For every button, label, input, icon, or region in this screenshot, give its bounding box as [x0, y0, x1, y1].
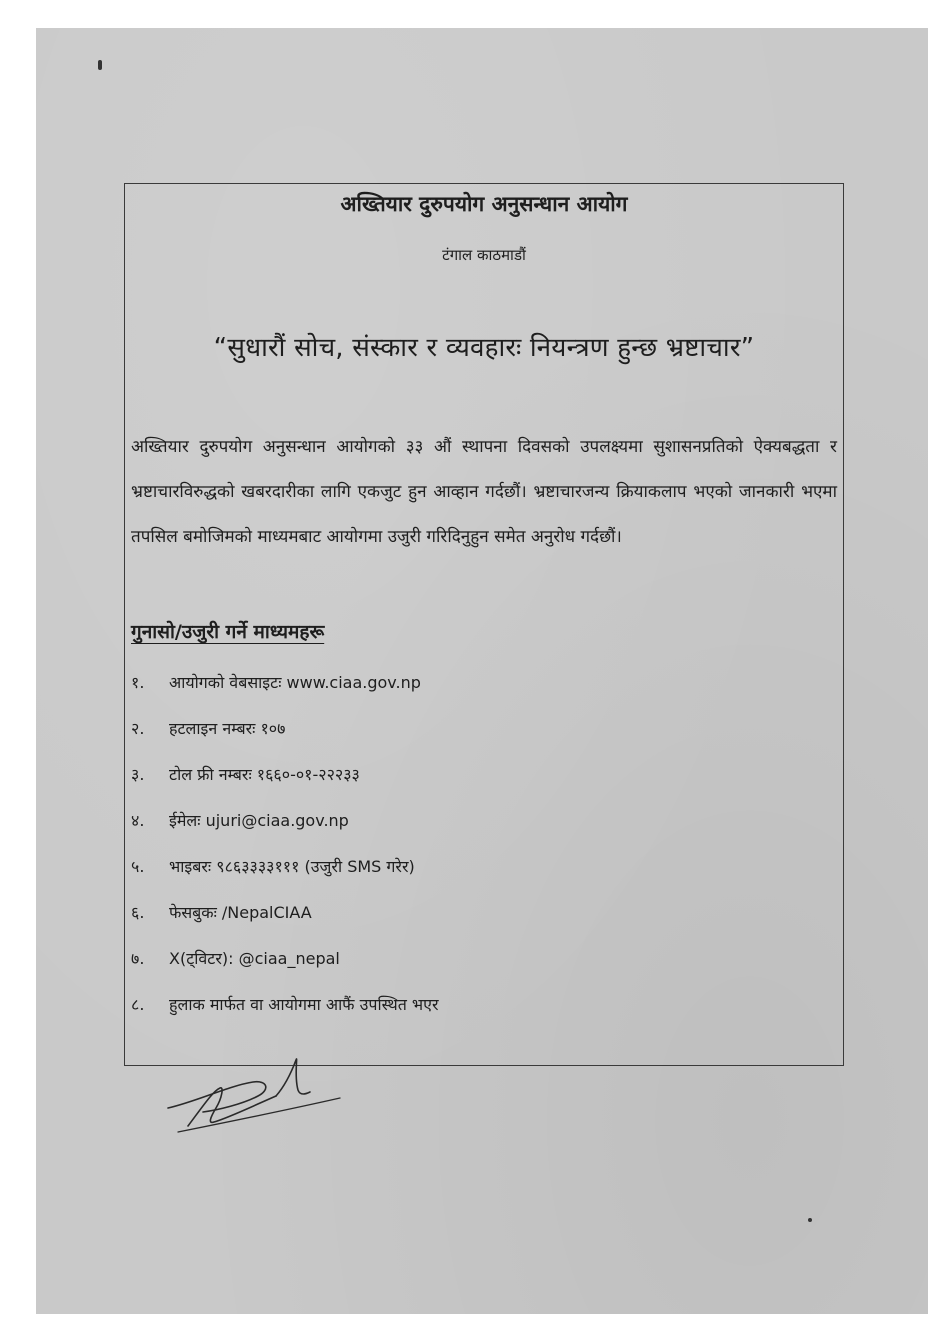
channel-text: हटलाइन नम्बरः १०७	[169, 719, 286, 738]
channel-text: टोल फ्री नम्बरः १६६०-०१-२२२३३	[169, 765, 360, 784]
channel-item-twitter	[131, 944, 439, 990]
channel-text: ईमेलः ujuri@ciaa.gov.np	[169, 811, 349, 830]
channel-text: भाइबरः ९८६३३३३१११ (उजुरी SMS गरेर)	[169, 857, 415, 876]
channel-number: ८.	[131, 995, 145, 1014]
organization-address: टंगाल काठमाडौं	[442, 246, 526, 264]
channel-number: ३.	[131, 765, 145, 784]
channel-text: फेसबुकः /NepalCIAA	[169, 903, 312, 922]
channel-item-post	[131, 990, 439, 1036]
channels-heading: गुनासो/उजुरी गर्ने माध्यमहरू	[131, 621, 325, 643]
channel-number: ७.	[131, 949, 145, 968]
channel-number: ५.	[131, 857, 145, 876]
scan-speck	[98, 60, 102, 70]
slogan: “सुधारौं सोच, संस्कार र व्यवहारः नियन्त्रण हुन्छ भ्रष्टाचार”	[213, 333, 755, 363]
channel-text: X(ट्विटर): @ciaa_nepal	[169, 949, 340, 968]
channel-item-website	[131, 668, 439, 714]
channel-number: १.	[131, 673, 145, 692]
channel-list	[131, 668, 439, 1036]
channel-text: आयोगको वेबसाइटः www.ciaa.gov.np	[169, 673, 421, 692]
scan-speck	[808, 1218, 812, 1222]
channel-number: ६.	[131, 903, 145, 922]
appeal-paragraph: अख्तियार दुरुपयोग अनुसन्धान आयोगको ३३ औं स्थापना दिवसको उपलक्ष्यमा सुशासनप्रतिको ऐक्यबद्धता र भ्रष्टाचारविरुद्धको खबरदारीका लागि एकजुट हुन आव्हान गर्दछौं। भ्रष्टाचारजन्य क्रियाकलाप भएको जानकारी भएमा तपसिल बमोजिमको माध्यमबाट आयोगमा उजुरी गरिदिनुहुन समेत अनुरोध गर्दछौं।	[131, 437, 837, 547]
signature-icon	[158, 1046, 358, 1146]
channel-item-viber	[131, 852, 439, 898]
channel-item-toll-free	[131, 760, 439, 806]
channel-item-facebook	[131, 898, 439, 944]
channel-number: २.	[131, 719, 145, 738]
organization-title: अख्तियार दुरुपयोग अनुसन्धान आयोग	[340, 192, 628, 216]
channel-item-hotline	[131, 714, 439, 760]
channel-item-email	[131, 806, 439, 852]
channel-number: ४.	[131, 811, 145, 830]
channel-text: हुलाक मार्फत वा आयोगमा आफैं उपस्थित भएर	[169, 995, 439, 1014]
